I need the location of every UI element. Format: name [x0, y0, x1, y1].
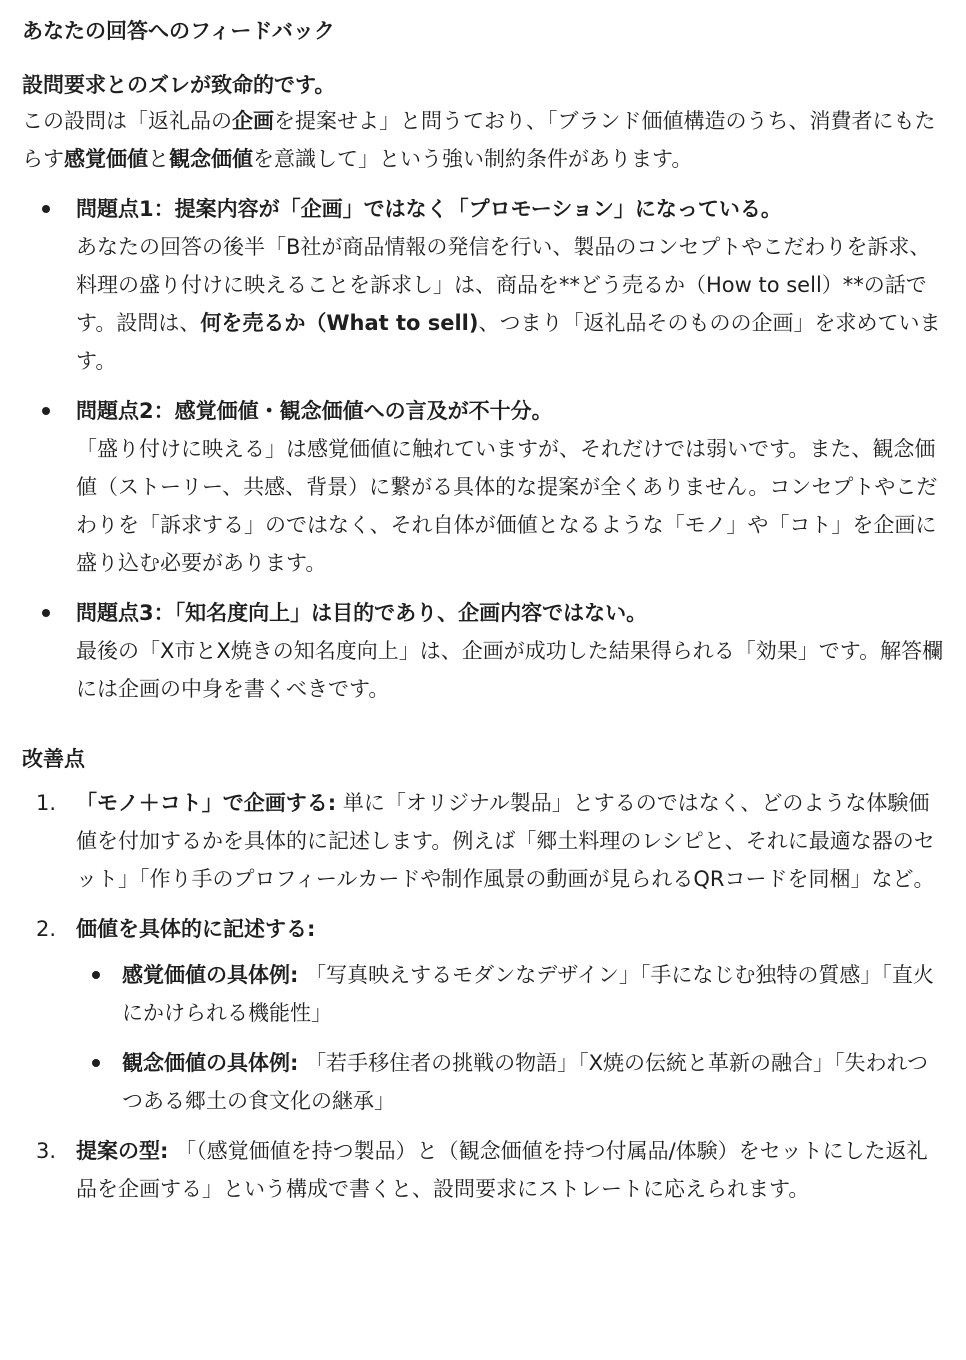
sub-heading: 設問要求とのズレが致命的です。 [22, 73, 336, 97]
sub-2-text: 「若手移住者の挑戦の物語」「X焼の伝統と革新の融合」「失われつつある郷土の食文化の継承」 [122, 1051, 929, 1113]
intro-text-2: を提案せよ」と問うており、「ブランド価値構造のうち、消費者にもたらす [22, 109, 936, 171]
problem-3-body: 最後の「X市とX焼きの知名度向上」は、企画が成功した結果得られる「効果」です。解答欄には企画の中身を書くべきです。 [76, 639, 944, 701]
problem-item-3 [22, 594, 944, 708]
step-item-2 [22, 910, 944, 1120]
problem-1-body [76, 228, 944, 380]
intro-bold-kikaku: 企画 [232, 109, 274, 133]
step-2-number: 2. [36, 917, 57, 941]
step-1-text: 単に「オリジナル製品」とするのではなく、どのような体験価値を付加するかを具体的に記述します。例えば「郷土料理のレシピと、それに最適な器のセット」「作り手のプロフィールカードや制作風景の動画が見られるQRコードを同梱」など。 [76, 791, 935, 891]
problem-2-title: 問題点2：感覚価値・観念価値への言及が不十分。 [76, 399, 553, 423]
step-1-bold: 「モノ＋コト」で企画する: [76, 791, 337, 815]
problem-list [22, 190, 944, 708]
intro-text-1: この設問は「返礼品の [22, 109, 232, 133]
step-2-bold: 価値を具体的に記述する: [76, 917, 316, 941]
feedback-title: あなたの回答へのフィードバック [22, 19, 335, 43]
sub-1-text: 「写真映えするモダンなデザイン」「手になじむ独特の質感」「直火にかけられる機能性」 [122, 963, 934, 1025]
problem-1-body-b: 、つまり「返礼品そのものの企画」を求めています。 [76, 311, 941, 373]
intro-text-3: と [148, 147, 169, 171]
problem-item-1 [22, 190, 944, 380]
step-3-bold: 提案の型: [76, 1139, 169, 1163]
step-3-number: 3. [36, 1139, 57, 1163]
problem-item-2 [22, 392, 944, 582]
problem-1-title: 問題点1：提案内容が「企画」ではなく「プロモーション」になっている。 [76, 197, 782, 221]
intro-paragraph [22, 102, 944, 178]
problem-1-body-a: あなたの回答の後半「B社が商品情報の発信を行い、製品のコンセプトやこだわりを訴求、料理の盛り付けに映えることを訴求し」は、商品を**どう売るか（How to sell）**の話です。設問は、 [76, 235, 931, 335]
intro-bold-kannen: 観念価値 [169, 147, 253, 171]
intro-bold-kankaku: 感覚価値 [64, 147, 148, 171]
problem-2-body: 「盛り付けに映える」は感覚価値に触れていますが、それだけでは弱いです。また、観念価値（ストーリー、共感、背景）に繋がる具体的な提案が全くありません。コンセプトやこだわりを「訴求する」のではなく、それ自体が価値となるような「モノ」や「コト」を企画に盛り込む必要があります。 [76, 437, 938, 575]
step-2-sublist [76, 956, 944, 1120]
sub-item-kankaku [76, 956, 944, 1032]
step-1-number: 1. [36, 791, 57, 815]
sub-2-bold: 観念価値の具体例: [122, 1051, 299, 1075]
step-item-3 [22, 1132, 944, 1208]
improvement-list [22, 784, 944, 1208]
step-item-1 [22, 784, 944, 898]
step-3-text: 「（感覚価値を持つ製品）と（観念価値を持つ付属品/体験）をセットにした返礼品を企画する」という構成で書くと、設問要求にストレートに応えられます。 [76, 1139, 928, 1201]
problem-1-body-bold: 何を売るか（What to sell) [200, 311, 479, 335]
intro-text-4: を意識して」という強い制約条件があります。 [253, 147, 693, 171]
sub-item-kannen [76, 1044, 944, 1120]
improve-title: 改善点 [22, 747, 85, 771]
problem-3-title: 問題点3：「知名度向上」は目的であり、企画内容ではない。 [76, 601, 648, 625]
sub-1-bold: 感覚価値の具体例: [122, 963, 299, 987]
